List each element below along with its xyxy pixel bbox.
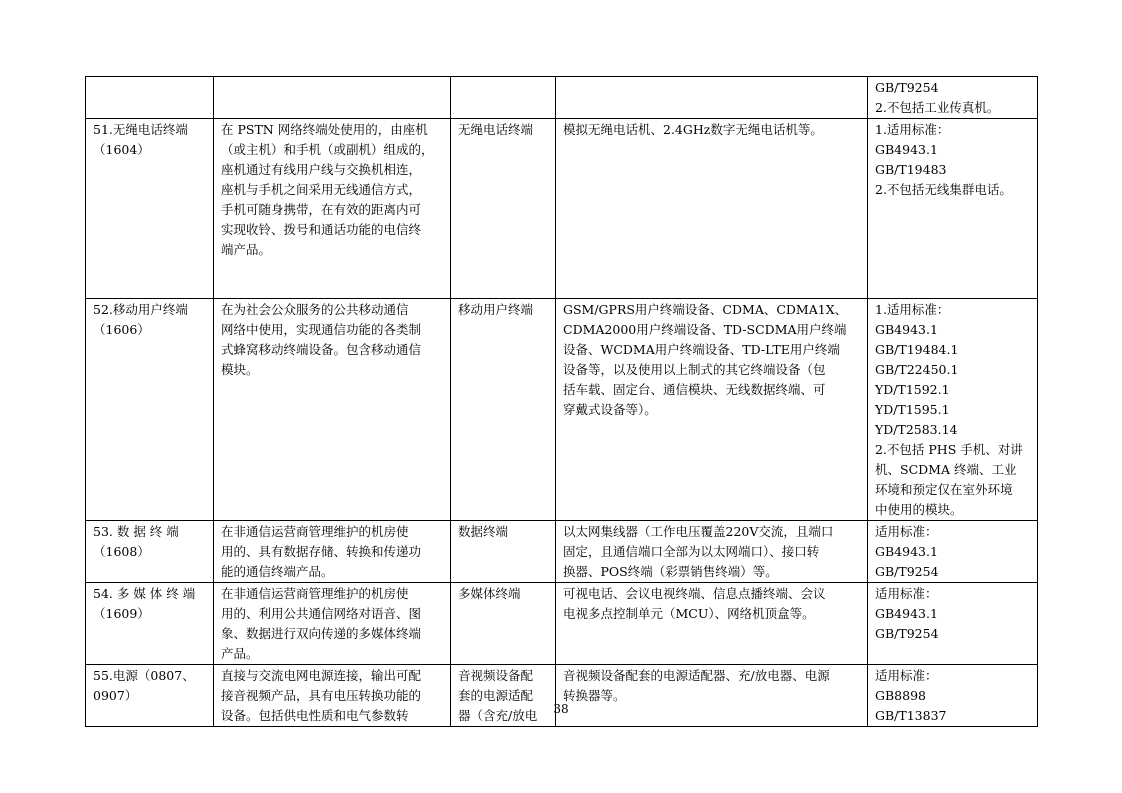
cell-text-line: （1609） [93,606,150,621]
cell-text-line: GB/T9254 [875,564,939,579]
cell-text-line: 数据终端 [458,524,509,539]
cell-text-line: 转换器等。 [563,688,626,703]
cell-text-line: 模拟无绳电话机、2.4GHz数字无绳电话机等。 [563,122,823,137]
product-type-cell [451,583,556,665]
product-type-cell [451,119,556,299]
cell-text-line: GB4943.1 [875,544,938,559]
table-row [86,299,1038,521]
cell-text-line: 用的、利用公共通信网络对语音、图 [221,606,422,621]
cell-text-line: GB4943.1 [875,142,938,157]
category-cell [86,119,214,299]
examples-cell [556,583,868,665]
cell-text-line: 2.不包括无线集群电话。 [875,182,1012,197]
table-row [86,521,1038,583]
cell-text-line: 在 PSTN 网络终端处使用的，由座机 [221,122,428,137]
cell-text-line: 穿戴式设备等）。 [563,402,657,417]
cell-text-line: GB/T19484.1 [875,342,959,357]
table-row [86,77,1038,119]
cell-text-line: GB/T9254 [875,80,939,95]
standards-cell [868,583,1038,665]
cell-text-line: 适用标准： [875,524,938,539]
cell-text-line: 中使用的模块。 [875,502,963,517]
cell-text-line: 1.适用标准： [875,122,950,137]
cell-text-line: 换器、POS终端（彩票销售终端）等。 [563,564,778,579]
description-cell [214,665,451,727]
examples-cell [556,665,868,727]
cell-text-line: GB8898 [875,688,926,703]
cell-text-line: YD/T2583.14 [875,422,958,437]
product-type-cell [451,521,556,583]
cell-text-line: 多媒体终端 [458,586,521,601]
cell-text-line: 括车载、固定台、通信模块、无线数据终端、可 [563,382,826,397]
cell-text-line: 设备、WCDMA用户终端设备、TD-LTE用户终端 [563,342,840,357]
cell-text-line: GB4943.1 [875,606,938,621]
cell-text-line: 端产品。 [221,242,272,257]
cell-text-line: 套的电源适配 [458,688,534,703]
cell-text-line: 接音视频产品，具有电压转换功能的 [221,688,422,703]
cell-text-line: 以太网集线器（工作电压覆盖220V交流，且端口 [563,524,834,539]
standards-cell [868,77,1038,119]
table-row [86,119,1038,299]
category-cell [86,299,214,521]
cell-text-line: 无绳电话终端 [458,122,534,137]
cell-text-line: 音视频设备配套的电源适配器、充/放电器、电源 [563,668,830,683]
examples-cell [556,77,868,119]
cell-text-line: 54. 多 媒 体 终 端 [93,586,196,601]
cell-text-line: 55.电源（0807、 [93,668,195,683]
cell-text-line: GB4943.1 [875,322,938,337]
product-type-cell [451,665,556,727]
cell-text-line: 1.适用标准： [875,302,950,317]
cell-text-line: 产品。 [221,646,259,661]
cell-text-line: （1604） [93,142,150,157]
description-cell [214,299,451,521]
cell-text-line: 2.不包括 PHS 手机、对讲 [875,442,1023,457]
cell-text-line: YD/T1592.1 [875,382,950,397]
cell-text-line: GB/T9254 [875,626,939,641]
cell-text-line: 适用标准： [875,668,938,683]
cell-text-line: 2.不包括工业传真机。 [875,100,1000,115]
cell-text-line: 座机与手机之间采用无线通信方式， [221,182,422,197]
cell-text-line: 52.移动用户终端 [93,302,188,317]
standards-cell [868,521,1038,583]
cell-text-line: （1606） [93,322,150,337]
cell-text-line: 象、数据进行双向传递的多媒体终端 [221,626,422,641]
cell-text-line: 环境和预定仅在室外环境 [875,482,1013,497]
cell-text-line: 网络中使用，实现通信功能的各类制 [221,322,422,337]
description-cell [214,77,451,119]
cell-text-line: GB/T22450.1 [875,362,959,377]
cell-text-line: 在为社会公众服务的公共移动通信 [221,302,409,317]
cell-text-line: 模块。 [221,362,259,377]
standards-cell [868,299,1038,521]
cell-text-line: GB/T19483 [875,162,947,177]
cell-text-line: 固定，且通信端口全部为以太网端口）、接口转 [563,544,820,559]
cell-text-line: GB/T13837 [875,708,947,723]
description-cell [214,583,451,665]
cell-text-line: CDMA2000用户终端设备、TD-SCDMA用户终端 [563,322,847,337]
examples-cell [556,119,868,299]
cell-text-line: 在非通信运营商管理维护的机房使 [221,524,409,539]
product-type-cell [451,77,556,119]
cell-text-line: 音视频设备配 [458,668,534,683]
cell-text-line: 在非通信运营商管理维护的机房使 [221,586,409,601]
standards-table [85,76,1038,727]
description-cell [214,521,451,583]
table-row [86,583,1038,665]
cell-text-line: 式蜂窝移动终端设备。包含移动通信 [221,342,422,357]
standards-cell [868,665,1038,727]
cell-text-line: 53. 数 据 终 端 [93,524,179,539]
standards-cell [868,119,1038,299]
cell-text-line: 设备。包括供电性质和电气参数转 [221,708,409,723]
product-type-cell [451,299,556,521]
cell-text-line: 器（含充/放电 [458,708,538,723]
cell-text-line: 机、SCDMA 终端、工业 [875,462,1017,477]
cell-text-line: 51.无绳电话终端 [93,122,188,137]
category-cell [86,665,214,727]
category-cell [86,77,214,119]
page-number: 38 [553,702,569,716]
cell-text-line: 移动用户终端 [458,302,534,317]
examples-cell [556,299,868,521]
cell-text-line: （1608） [93,544,150,559]
cell-text-line: 设备等，以及使用以上制式的其它终端设备（包 [563,362,826,377]
cell-text-line: 电视多点控制单元（MCU）、网络机顶盒等。 [563,606,815,621]
cell-text-line: GSM/GPRS用户终端设备、CDMA、CDMA1X、 [563,302,848,317]
table-row [86,665,1038,727]
cell-text-line: 可视电话、会议电视终端、信息点播终端、会议 [563,586,826,601]
description-cell [214,119,451,299]
category-cell [86,583,214,665]
examples-cell [556,521,868,583]
table-body [86,77,1038,727]
cell-text-line: 实现收铃、拨号和通话功能的电信终 [221,222,422,237]
cell-text-line: 适用标准： [875,586,938,601]
cell-text-line: YD/T1595.1 [875,402,950,417]
cell-text-line: 能的通信终端产品。 [221,564,334,579]
cell-text-line: （或主机）和手机（或副机）组成的， [221,142,434,157]
cell-text-line: 座机通过有线用户线与交换机相连， [221,162,422,177]
cell-text-line: 用的、具有数据存储、转换和传递功 [221,544,422,559]
cell-text-line: 0907） [93,688,138,703]
cell-text-line: 直接与交流电网电源连接，输出可配 [221,668,422,683]
cell-text-line: 手机可随身携带，在有效的距离内可 [221,202,422,217]
category-cell [86,521,214,583]
